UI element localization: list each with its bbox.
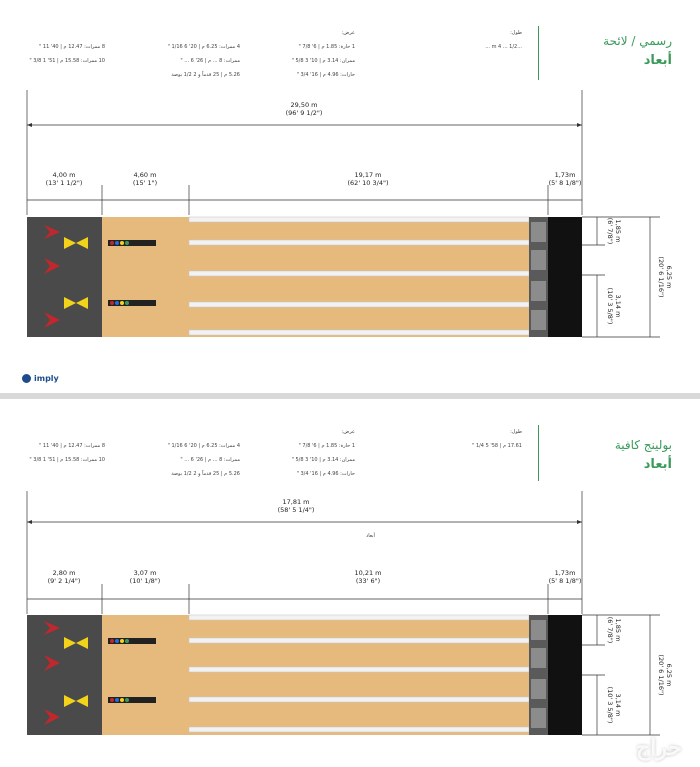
lane-width-label: 1,85 m (6' 7/8") bbox=[606, 616, 622, 644]
logo-icon bbox=[22, 374, 31, 383]
total-length-label: 29,50 m (96' 9 1/2") bbox=[285, 101, 323, 117]
segment-label-approach: 3,07 m (10' 1/8") bbox=[129, 569, 161, 585]
length-label: طول: bbox=[510, 30, 522, 36]
segment-label-pit: 4,00 m (13' 1 1/2") bbox=[45, 171, 83, 187]
total-width-label: 6,25 m (20' 6 1/16") bbox=[657, 654, 673, 696]
length-spec: 17.61 م | 58' 5 1/4 " bbox=[472, 443, 522, 449]
lane-spec: 10 ممرات: 15.58 م | 51' 1 3/8 " bbox=[29, 58, 105, 64]
lane-spec: 5.26 م | 25 قدماً و 2 1/2 بوصة bbox=[171, 72, 240, 78]
panel-title: رسمي / لائحة bbox=[603, 34, 672, 48]
segment-label-approach: 4,60 m (15' 1") bbox=[132, 171, 158, 187]
segment-label-pit: 2,80 m (9' 2 1/4") bbox=[47, 569, 81, 585]
width-spec: ممران: 3.14 م | 10' 3 5/8 " bbox=[291, 58, 355, 64]
width-label: عرض: bbox=[341, 30, 355, 36]
lane-spec: ممرات: 8 ... م | 26' 6 ... " bbox=[180, 457, 240, 463]
layout-panel-cafe bbox=[0, 399, 700, 767]
segment-label-lane: 10,21 m (33' 6") bbox=[354, 569, 382, 585]
lane-spec: ممرات: 8 ... م | 26' 6 ... " bbox=[180, 58, 240, 64]
pair-width-label: 3,14 m (10' 3 5/8") bbox=[606, 686, 622, 724]
watermark-logo: حراج bbox=[635, 735, 682, 761]
width-spec: حارات: 4.96 م | 16' 3/4 " bbox=[296, 72, 355, 78]
lane-width-label: 1,85 m (6' 7/8") bbox=[606, 217, 622, 245]
lane-spec: 4 ممرات: 6.25 م | 20' 6 1/16 " bbox=[167, 44, 240, 50]
lane-spec: 4 ممرات: 6.25 م | 20' 6 1/16 " bbox=[167, 443, 240, 449]
width-spec: ممران: 3.14 م | 10' 3 5/8 " bbox=[291, 457, 355, 463]
lane-spec: 8 ممرات: 12.47 م | 40' 11 " bbox=[39, 44, 105, 50]
segment-label-pinsetter: 1,73m (5' 8 1/8") bbox=[548, 569, 582, 585]
bowling-layout-drawing bbox=[0, 399, 700, 767]
length-spec: ...m 4 ... 1/2 ... bbox=[485, 44, 522, 50]
panel-subtitle: أبعاد bbox=[643, 457, 672, 472]
lane-spec: 5.26 م | 25 قدماً و 2 1/2 بوصة bbox=[171, 471, 240, 477]
total-length-label: 17,81 m (58' 5 1/4") bbox=[277, 498, 315, 514]
panel-subtitle: أبعاد bbox=[643, 53, 672, 68]
panel-title: بولينج كافية bbox=[614, 438, 672, 452]
pair-width-label: 3,14 m (10' 3 5/8") bbox=[606, 287, 622, 325]
width-spec: 1 حارة: 1.85 م | 6' 7/8 " bbox=[298, 443, 355, 449]
width-spec: حارات: 4.96 م | 16' 3/4 " bbox=[296, 471, 355, 477]
lane-spec: 8 ممرات: 12.47 م | 40' 11 " bbox=[39, 443, 105, 449]
width-spec: 1 حارة: 1.85 م | 6' 7/8 " bbox=[298, 44, 355, 50]
width-label: عرض: bbox=[341, 429, 355, 435]
segment-label-pinsetter: 1,73m (5' 8 1/8") bbox=[548, 171, 582, 187]
center-note: أبعاد bbox=[366, 533, 375, 539]
company-logo: imply bbox=[22, 374, 59, 383]
total-width-label: 6,25 m (20' 6 1/16") bbox=[657, 256, 673, 298]
length-label: طول: bbox=[510, 429, 522, 435]
segment-label-lane: 19,17 m (62' 10 3/4") bbox=[347, 171, 389, 187]
lane-spec: 10 ممرات: 15.58 م | 51' 1 3/8 " bbox=[29, 457, 105, 463]
